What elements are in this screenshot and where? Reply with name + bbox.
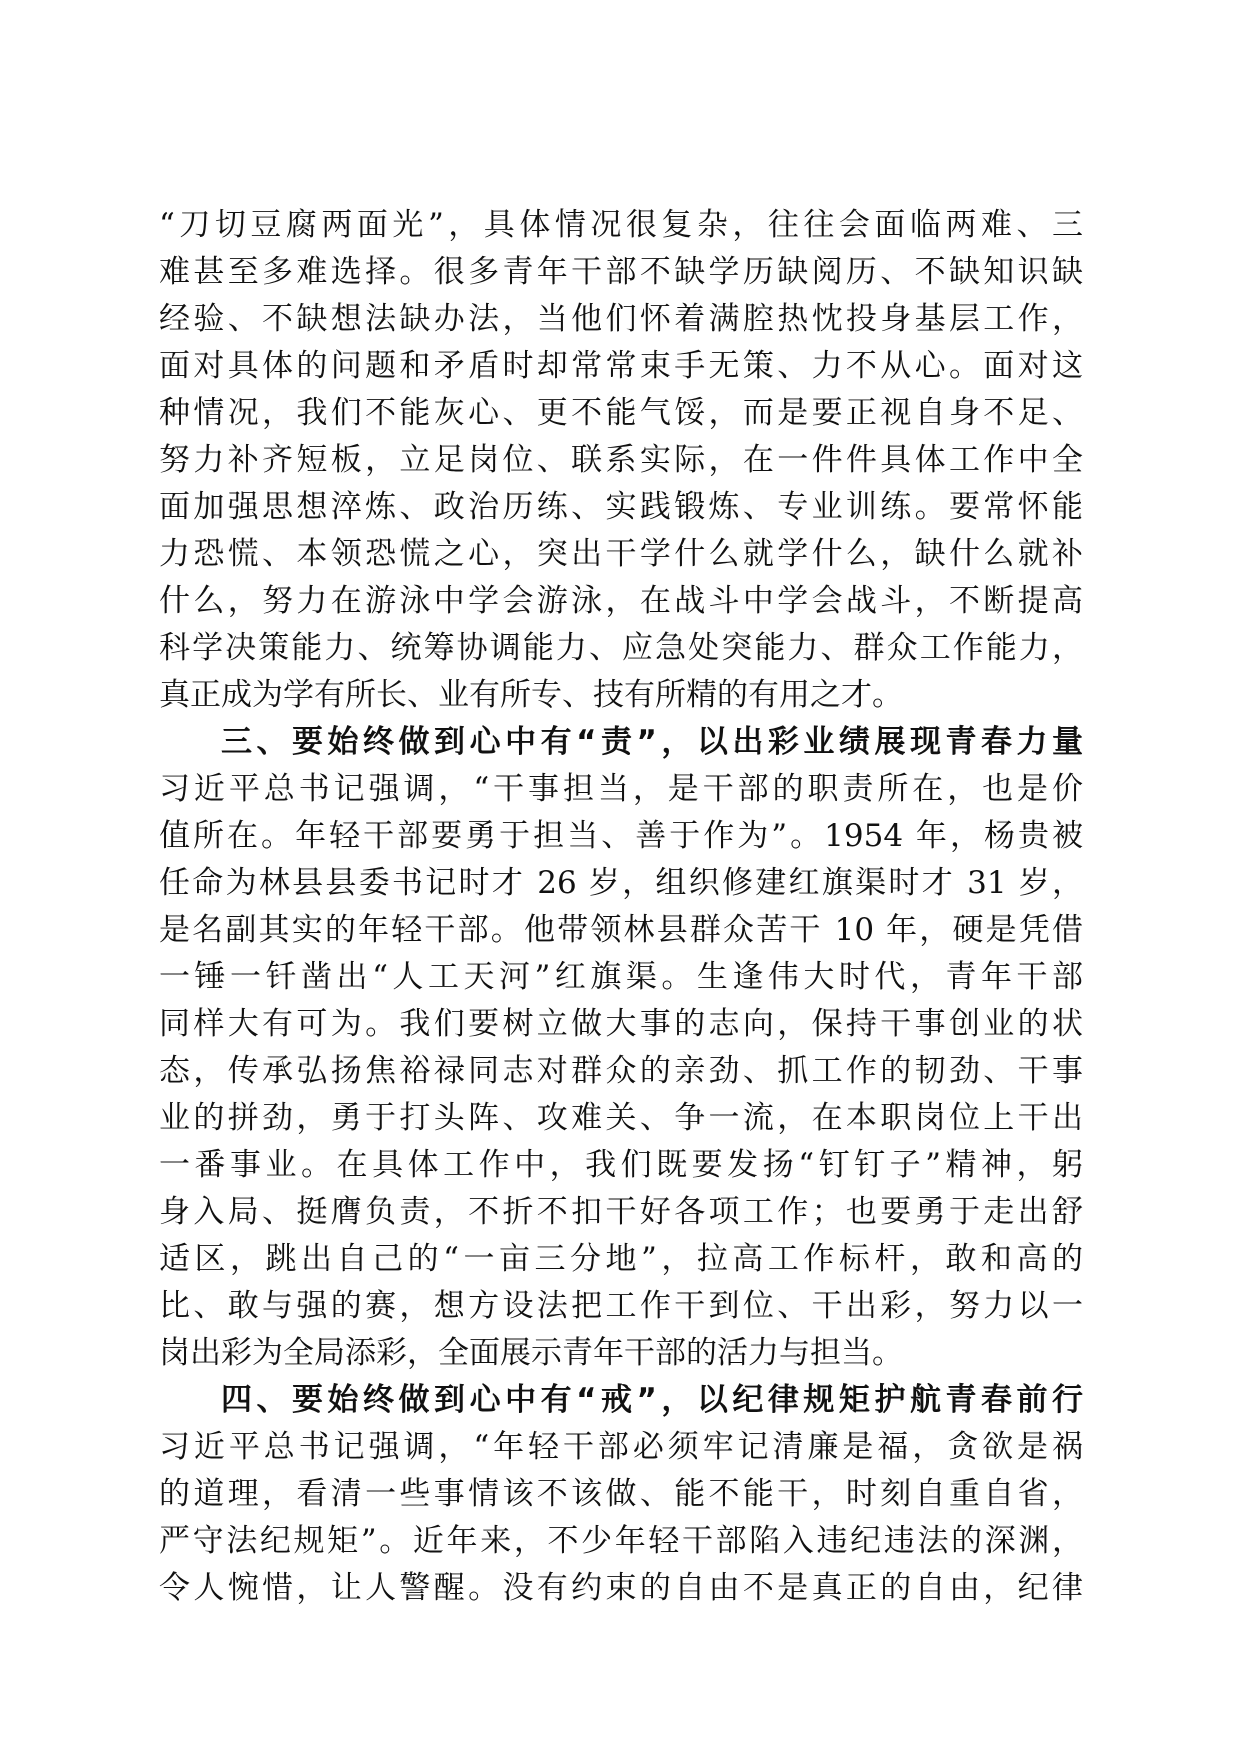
text-line: 一番事业。在具体工作中，我们既要发扬“钉钉子”精神，躬	[159, 1147, 1083, 1183]
text-line: 面对具体的问题和矛盾时却常常束手无策、力不从心。面对这	[159, 348, 1083, 384]
text-line: 科学决策能力、统筹协调能力、应急处突能力、群众工作能力，	[159, 630, 1083, 666]
text-line: 真正成为学有所长、业有所专、技有所精的有用之才。	[159, 677, 903, 713]
text-line: 令人惋惜，让人警醒。没有约束的自由不是真正的自由，纪律	[159, 1570, 1083, 1606]
text-line: 力恐慌、本领恐慌之心，突出干学什么就学什么，缺什么就补	[159, 536, 1083, 572]
text-line: “刀切豆腐两面光”，具体情况很复杂，往往会面临两难、三	[159, 207, 1083, 243]
text-line: 值所在。年轻干部要勇于担当、善于作为”。1954 年，杨贵被	[159, 818, 1083, 854]
text-line: 经验、不缺想法缺办法，当他们怀着满腔热忱投身基层工作，	[159, 301, 1083, 337]
text-line: 的道理，看清一些事情该不该做、能不能干，时刻自重自省，	[159, 1476, 1083, 1512]
text-line: 难甚至多难选择。很多青年干部不缺学历缺阅历、不缺知识缺	[159, 254, 1083, 290]
text-line: 态，传承弘扬焦裕禄同志对群众的亲劲、抓工作的韧劲、干事	[159, 1053, 1083, 1089]
document-page	[159, 202, 1083, 1612]
text-line: 比、敢与强的赛，想方设法把工作干到位、干出彩，努力以一	[159, 1288, 1083, 1324]
section-heading: 四、要始终做到心中有“戒”，以纪律规矩护航青春前行	[221, 1382, 1083, 1418]
text-line: 什么，努力在游泳中学会游泳，在战斗中学会战斗，不断提高	[159, 583, 1083, 619]
text-line: 努力补齐短板，立足岗位、联系实际，在一件件具体工作中全	[159, 442, 1083, 478]
text-line: 习近平总书记强调，“干事担当，是干部的职责所在，也是价	[159, 771, 1083, 807]
text-line: 一锤一钎凿出“人工天河”红旗渠。生逢伟大时代，青年干部	[159, 959, 1083, 995]
text-line: 严守法纪规矩”。近年来，不少年轻干部陷入违纪违法的深渊，	[159, 1523, 1083, 1559]
text-line: 是名副其实的年轻干部。他带领林县群众苦干 10 年，硬是凭借	[159, 912, 1083, 948]
text-line: 适区，跳出自己的“一亩三分地”，拉高工作标杆，敢和高的	[159, 1241, 1083, 1277]
text-line: 习近平总书记强调，“年轻干部必须牢记清廉是福，贪欲是祸	[159, 1429, 1083, 1465]
text-line: 岗出彩为全局添彩，全面展示青年干部的活力与担当。	[159, 1335, 903, 1371]
text-line: 业的拼劲，勇于打头阵、攻难关、争一流，在本职岗位上干出	[159, 1100, 1083, 1136]
text-line: 面加强思想淬炼、政治历练、实践锻炼、专业训练。要常怀能	[159, 489, 1083, 525]
text-line: 任命为林县县委书记时才 26 岁，组织修建红旗渠时才 31 岁，	[159, 865, 1083, 901]
text-line: 身入局、挺膺负责，不折不扣干好各项工作；也要勇于走出舒	[159, 1194, 1083, 1230]
section-heading: 三、要始终做到心中有“责”，以出彩业绩展现青春力量	[221, 724, 1083, 760]
text-line: 同样大有可为。我们要树立做大事的志向，保持干事创业的状	[159, 1006, 1083, 1042]
text-line: 种情况，我们不能灰心、更不能气馁，而是要正视自身不足、	[159, 395, 1083, 431]
